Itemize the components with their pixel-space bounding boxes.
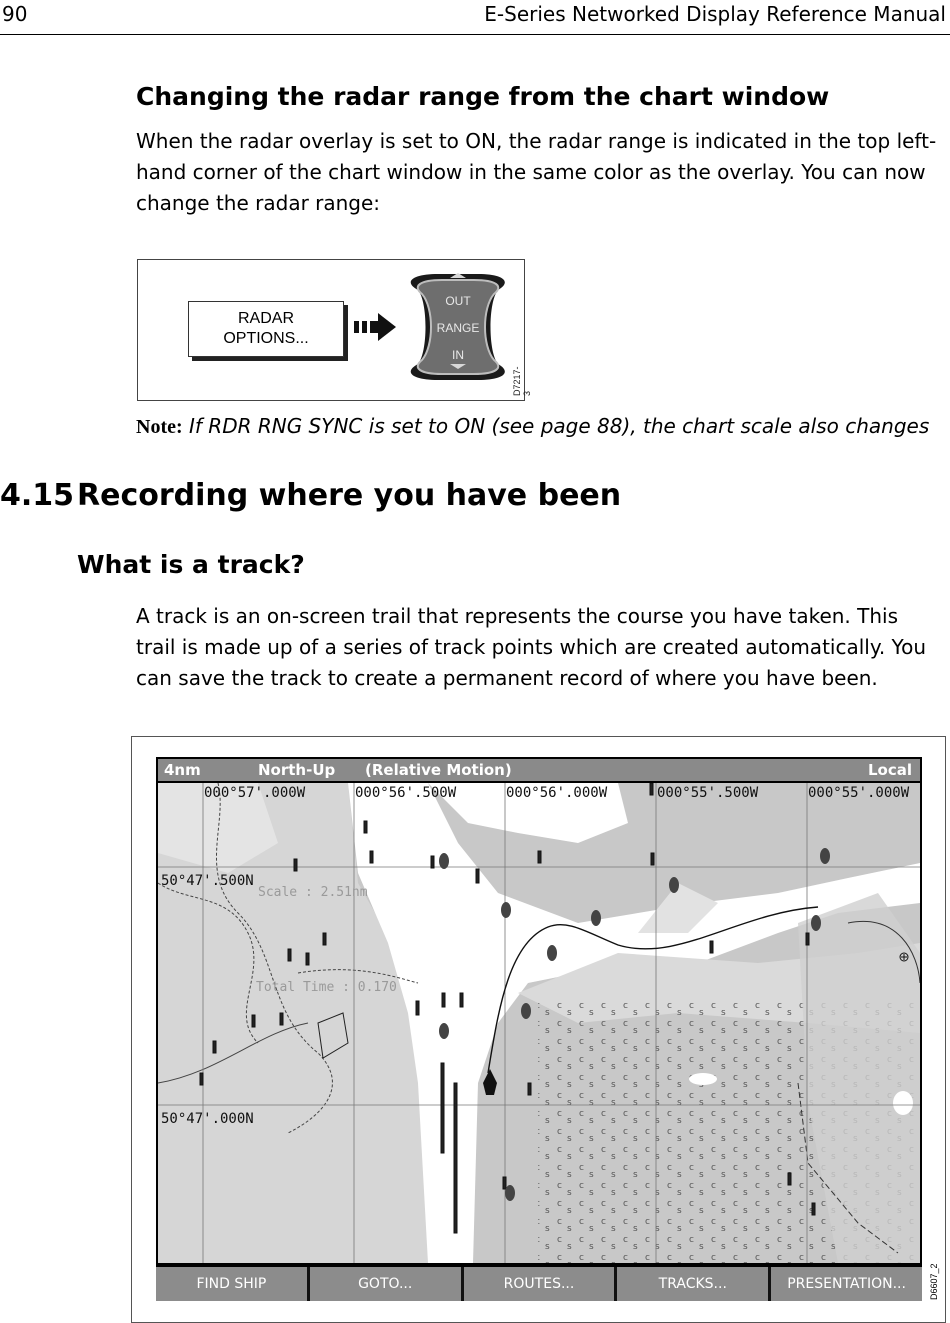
longitude-label-2: 000°56'.500W bbox=[355, 785, 457, 801]
chart-figure-code: D6607_2 bbox=[929, 1263, 939, 1300]
page-header bbox=[0, 0, 950, 35]
arrow-right-icon bbox=[354, 313, 396, 341]
figure-code: D7217-3 bbox=[512, 366, 532, 396]
note-label: Note: bbox=[136, 416, 183, 438]
compass-icon bbox=[900, 953, 908, 961]
softkey-line-2: OPTIONS... bbox=[223, 330, 309, 347]
find-ship-softkey[interactable]: FIND SHIP bbox=[156, 1267, 310, 1301]
tracks-softkey[interactable]: TRACKS... bbox=[617, 1267, 771, 1301]
chart-screen-figure bbox=[131, 736, 946, 1323]
longitude-label-4: 000°55'.500W bbox=[657, 785, 759, 801]
routes-softkey[interactable]: ROUTES... bbox=[464, 1267, 618, 1301]
chart-view bbox=[158, 783, 920, 1263]
longitude-label-1: 000°57'.000W bbox=[204, 785, 306, 801]
overlay-total-time: Total Time : 0.170 bbox=[256, 980, 397, 995]
section-title: Recording where you have been bbox=[77, 478, 622, 513]
radar-range-paragraph: When the radar overlay is set to ON, the radar range is indicated in the top left-hand corner of the chart window in the same color as the overlay. You can now change the radar range: bbox=[136, 129, 937, 215]
note bbox=[136, 414, 929, 439]
radar-range-heading: Changing the radar range from the chart window bbox=[136, 82, 830, 111]
status-orientation: North-Up bbox=[258, 761, 336, 779]
track-subheading: What is a track? bbox=[77, 550, 305, 579]
range-in-label: IN bbox=[452, 348, 464, 362]
latitude-label-1: 50°47'.500N bbox=[161, 873, 254, 889]
chartplotter-screen bbox=[156, 757, 922, 1301]
goto-softkey[interactable]: GOTO... bbox=[310, 1267, 464, 1301]
section-number: 4.15 bbox=[0, 478, 75, 513]
status-time-mode: Local bbox=[867, 761, 912, 779]
note-text: If RDR RNG SYNC is set to ON (see page 88), the chart scale also changes bbox=[189, 414, 930, 438]
overlay-scale: Scale : 2.51nm bbox=[258, 885, 368, 900]
page-number: 90 bbox=[2, 2, 28, 26]
presentation-softkey[interactable]: PRESENTATION... bbox=[787, 1276, 906, 1292]
range-out-label: OUT bbox=[445, 294, 471, 308]
status-bar bbox=[158, 759, 920, 781]
section-heading bbox=[0, 478, 621, 513]
softkey-line-1: RADAR bbox=[237, 310, 294, 327]
range-key-graphic bbox=[138, 260, 524, 400]
longitude-label-3: 000°56'.000W bbox=[506, 785, 608, 801]
range-label: RANGE bbox=[436, 321, 480, 335]
latitude-label-2: 50°47'.000N bbox=[161, 1111, 254, 1127]
status-range: 4nm bbox=[164, 761, 201, 779]
track-paragraph: A track is an on-screen trail that represents the course you have taken. This trail is made up of a series of track points which are created automatically. You can save the track to create a permanent record of where you have been. bbox=[136, 604, 926, 690]
manual-title: E-Series Networked Display Reference Manual bbox=[484, 2, 946, 26]
longitude-label-5: 000°55'.000W bbox=[808, 785, 910, 801]
status-motion: (Relative Motion) bbox=[365, 761, 512, 779]
softkey-bar bbox=[156, 1267, 922, 1301]
radar-range-figure bbox=[137, 259, 532, 401]
